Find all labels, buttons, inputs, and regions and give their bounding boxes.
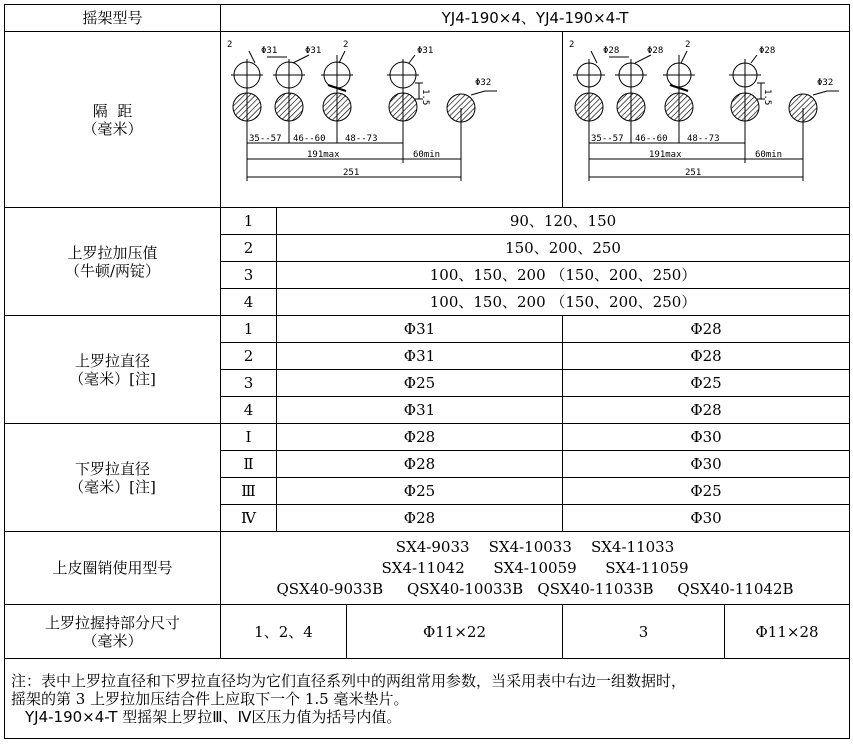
top-roller-index: 4: [221, 397, 277, 424]
dim-bottom-0: 35--57: [249, 133, 282, 144]
top-roller-right: Φ25: [563, 370, 850, 397]
dim-bottom-4: 60min: [755, 149, 783, 160]
dim-bottom-2: 48--73: [687, 133, 720, 144]
dim-offset: 1.5: [420, 88, 430, 105]
dim-top-3: 2: [343, 39, 349, 50]
bottom-roller-label-line1: 下罗拉直径: [74, 459, 150, 478]
bottom-roller-index: Ⅲ: [221, 478, 277, 505]
dim-bottom-1: 46--60: [635, 133, 668, 144]
pressure-value: 150、200、250: [277, 235, 850, 262]
spacing-label-line1: 隔 距: [92, 101, 133, 120]
note-line1: 注：表中上罗拉直径和下罗拉直径均为它们直径系列中的两组常用参数，当采用表中右边一组数据时，: [11, 671, 687, 690]
holding-pos-b: 3: [563, 605, 725, 659]
top-roller-label: [5, 316, 221, 424]
holding-label-line2: （毫米）: [82, 631, 143, 650]
top-roller-index: 2: [221, 343, 277, 370]
dim-top-1: Φ28: [603, 45, 620, 56]
bottom-roller-index: Ⅳ: [221, 505, 277, 532]
cradle-pin-line3: QSX40-9033B QSX40-10033B QSX40-11033B QSX40-11042B: [276, 579, 794, 598]
dim-offset: 1.5: [762, 88, 772, 105]
note-cell: [5, 659, 850, 739]
dim-bottom-3: 191max: [649, 149, 682, 160]
holding-row: [5, 605, 850, 659]
top-roller-label-line2: （毫米）[注]: [69, 369, 156, 388]
dim-top-4: Φ31: [417, 45, 434, 56]
top-roller-right: Φ28: [563, 343, 850, 370]
pressure-index: 3: [221, 262, 277, 289]
dim-top-0: 2: [227, 39, 233, 50]
dim-top-2: Φ31: [305, 45, 322, 56]
top-roller-left: Φ31: [277, 397, 563, 424]
pressure-index: 2: [221, 235, 277, 262]
pressure-value: 100、150、200 （150、200、250）: [277, 289, 850, 316]
spec-table: [4, 4, 850, 739]
top-roller-right: Φ28: [563, 397, 850, 424]
dim-top-3: 2: [685, 39, 691, 50]
bottom-roller-right: Φ30: [563, 424, 850, 451]
dim-bottom-2: 48--73: [345, 133, 378, 144]
bottom-roller-row: [5, 424, 850, 451]
model-names: YJ4-190×4、YJ4-190×4-T: [221, 5, 850, 32]
roller-spacing-drawing-right: [563, 33, 849, 207]
spacing-label-line2: （毫米）: [82, 119, 143, 138]
spacing-diagram-left: [221, 32, 563, 208]
bottom-roller-index: Ⅱ: [221, 451, 277, 478]
dim-bottom-0: 35--57: [591, 133, 624, 144]
holding-label: [5, 605, 221, 659]
bottom-roller-left: Φ28: [277, 451, 563, 478]
dim-top-5: Φ32: [817, 77, 834, 88]
top-roller-left: Φ31: [277, 343, 563, 370]
bottom-roller-right: Φ30: [563, 451, 850, 478]
holding-label-line1: 上罗拉握持部分尺寸: [44, 613, 180, 632]
bottom-roller-left: Φ28: [277, 424, 563, 451]
pressure-label: [5, 208, 221, 316]
pressure-value: 100、150、200 （150、200、250）: [277, 262, 850, 289]
dim-bottom-3: 191max: [307, 149, 340, 160]
spacing-label: [5, 32, 221, 208]
top-roller-label-line1: 上罗拉直径: [74, 351, 150, 370]
pressure-label-line1: 上罗拉加压值: [67, 243, 158, 262]
dim-top-0: 2: [569, 39, 575, 50]
note-line2: 摇架的第 3 上罗拉加压结合件上应取下一个 1.5 毫米垫片。: [11, 689, 409, 708]
holding-size-a: Φ11×22: [347, 605, 563, 659]
cradle-pin-line1: SX4-9033 SX4-10033 SX4-11033: [395, 537, 675, 556]
top-roller-left: Φ31: [277, 316, 563, 343]
top-roller-index: 3: [221, 370, 277, 397]
dim-bottom-1: 46--60: [293, 133, 326, 144]
bottom-roller-label-line2: （毫米）[注]: [69, 477, 156, 496]
cradle-pin-label: 上皮圈销使用型号: [5, 532, 221, 605]
pressure-value: 90、120、150: [277, 208, 850, 235]
pressure-row: [5, 208, 850, 235]
top-roller-right: Φ28: [563, 316, 850, 343]
top-roller-row: [5, 316, 850, 343]
top-roller-index: 1: [221, 316, 277, 343]
spacing-diagram-right: [563, 32, 850, 208]
pressure-index: 4: [221, 289, 277, 316]
bottom-roller-left: Φ28: [277, 505, 563, 532]
header-row: [5, 5, 850, 32]
dim-top-1: Φ31: [261, 45, 278, 56]
spacing-row: [5, 32, 850, 208]
roller-spacing-drawing-left: [221, 33, 505, 207]
cradle-pin-row: [5, 532, 850, 605]
top-roller-left: Φ25: [277, 370, 563, 397]
bottom-roller-label: [5, 424, 221, 532]
pressure-label-line2: （牛顿/两锭）: [64, 261, 161, 280]
dim-top-4: Φ28: [759, 45, 776, 56]
cradle-pin-models: [221, 532, 850, 605]
holding-size-b: Φ11×28: [725, 605, 850, 659]
cradle-pin-line2: SX4-11042 SX4-10059 SX4-11059: [381, 558, 689, 577]
pressure-index: 1: [221, 208, 277, 235]
dim-bottom-5: 251: [343, 167, 360, 178]
dim-bottom-5: 251: [685, 167, 702, 178]
dim-top-5: Φ32: [475, 77, 492, 88]
dim-bottom-4: 60min: [413, 149, 441, 160]
note-row: [5, 659, 850, 739]
bottom-roller-right: Φ30: [563, 505, 850, 532]
holding-pos-a: 1、2、4: [221, 605, 347, 659]
bottom-roller-index: Ⅰ: [221, 424, 277, 451]
bottom-roller-right: Φ25: [563, 478, 850, 505]
dim-top-2: Φ28: [647, 45, 664, 56]
bottom-roller-left: Φ25: [277, 478, 563, 505]
note-line3: YJ4-190×4-T 型摇架上罗拉Ⅲ、Ⅳ区压力值为括号内值。: [25, 707, 402, 726]
model-label: 摇架型号: [5, 5, 221, 32]
